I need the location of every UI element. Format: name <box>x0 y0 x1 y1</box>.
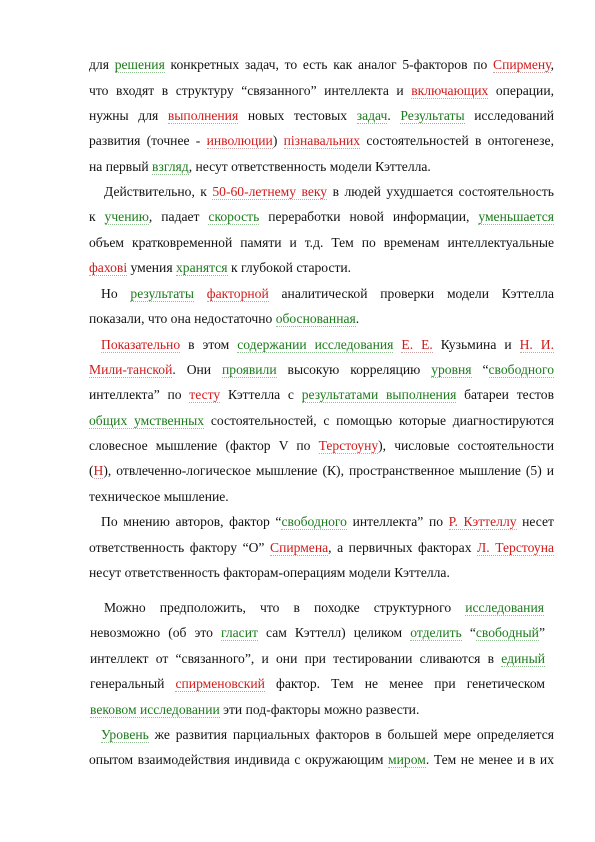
highlighted-term-red: Спирмену <box>493 57 551 72</box>
text-run: ), числовые состоятельности <box>378 438 554 453</box>
highlighted-term-red: фахові <box>89 260 128 275</box>
highlighted-term-green: обоснованная <box>275 311 356 326</box>
text-run: в этом <box>180 337 238 352</box>
highlighted-term-red: факторной <box>206 286 269 301</box>
text-line <box>89 487 554 507</box>
text-line <box>89 81 554 101</box>
highlighted-term-green: исследования <box>465 600 544 615</box>
text-line <box>101 335 554 355</box>
highlighted-term-red: Показательно <box>101 337 181 352</box>
text-line <box>89 131 554 151</box>
text-line <box>89 157 554 177</box>
text-run: “ <box>461 625 476 640</box>
highlighted-term-red: тесту <box>189 387 221 402</box>
text-run: , <box>550 57 554 72</box>
highlighted-term-red: Терстоуну <box>318 438 379 453</box>
text-run: ” <box>538 625 545 640</box>
text-run: ответственность фактору “О” <box>89 540 270 555</box>
highlighted-term-green: решения <box>114 57 165 72</box>
text-run: нужны для <box>89 108 168 123</box>
text-run: , а первичных факторах <box>328 540 478 555</box>
text-run: , падает <box>148 209 209 224</box>
highlighted-term-red: Н <box>93 463 104 478</box>
text-line <box>90 649 545 669</box>
text-run: интеллекта” по <box>346 514 449 529</box>
text-line <box>101 725 554 745</box>
text-run: на первый <box>89 159 153 174</box>
highlighted-term-red: 50-60-летнему веку <box>212 184 328 199</box>
text-run: несет <box>516 514 554 529</box>
text-line <box>101 512 554 532</box>
highlighted-term-green: хранятся <box>175 260 228 275</box>
text-line <box>89 258 554 278</box>
text-run: По мнению авторов, фактор “ <box>101 514 282 529</box>
highlighted-term-red: Н. И. <box>519 337 554 352</box>
text-line <box>89 207 554 227</box>
text-run: операции, <box>488 83 555 98</box>
text-run: . Тем не менее и в их <box>425 752 554 767</box>
highlighted-term-red: выполнения <box>167 108 239 123</box>
highlighted-term-green: отделить <box>410 625 462 640</box>
text-run: “ <box>471 362 489 377</box>
highlighted-term-green: содержании исследования <box>237 337 394 352</box>
text-run: ( <box>89 463 94 478</box>
text-line <box>89 360 554 380</box>
text-line <box>89 563 554 583</box>
text-run: Но <box>101 286 131 301</box>
highlighted-term-red: Е. Е. <box>401 337 433 352</box>
highlighted-term-green: свободный <box>475 625 539 640</box>
highlighted-term-green: учению <box>104 209 149 224</box>
highlighted-term-green: Результаты <box>400 108 465 123</box>
text-run: исследований <box>464 108 554 123</box>
highlighted-term-green: скорость <box>208 209 260 224</box>
text-line <box>89 461 554 481</box>
text-run: ), отвлеченно-логическое мышление (К), пространственное мышление (5) и <box>103 463 554 478</box>
text-run: генеральный <box>90 676 176 691</box>
text-run: опытом взаимодействия индивида с окружающим <box>89 752 389 767</box>
text-run: сам Кэттелл) целиком <box>257 625 411 640</box>
highlighted-term-green: миром <box>388 752 426 767</box>
highlighted-term-red: инволюции <box>206 133 273 148</box>
text-run: невозможно (об это <box>90 625 221 640</box>
highlighted-term-green: результатами выполнения <box>301 387 457 402</box>
text-run: развития (точнее - <box>89 133 207 148</box>
text-line <box>89 309 554 329</box>
text-run: . Они <box>172 362 222 377</box>
text-line <box>89 411 554 431</box>
highlighted-term-green: уменьшается <box>478 209 554 224</box>
text-run: Кэттелла с <box>220 387 302 402</box>
text-run: в людей ухудшается состоятельность <box>327 184 554 199</box>
text-run: показали, что она недостаточно <box>89 311 276 326</box>
text-line <box>90 700 545 720</box>
text-line <box>90 674 545 694</box>
text-run: же развития парциальных факторов в большей мере определяется <box>148 727 554 742</box>
text-run: конкретных задач, то есть как аналог 5-факторов по <box>164 57 494 72</box>
highlighted-term-green: единый <box>501 651 545 666</box>
text-run: , несут ответственность модели Кэттелла. <box>188 159 431 174</box>
text-run: эти под-факторы можно развести. <box>219 702 420 717</box>
text-run: аналитической проверки модели Кэттелла <box>268 286 554 301</box>
text-line <box>89 55 554 75</box>
text-line <box>89 233 554 253</box>
text-run: . <box>355 311 360 326</box>
text-line <box>101 284 554 304</box>
text-run: новых тестовых <box>238 108 357 123</box>
text-line <box>104 182 554 202</box>
highlighted-term-red: Спирмена <box>270 540 329 555</box>
highlighted-term-red: спирменовский <box>175 676 265 691</box>
highlighted-term-green: проявили <box>222 362 277 377</box>
highlighted-term-red: Р. Кэттеллу <box>448 514 517 529</box>
highlighted-term-green: задач <box>356 108 388 123</box>
text-run: для <box>89 57 115 72</box>
text-run: состоятельностей, с помощью которые диагностируются <box>204 413 554 428</box>
text-line <box>90 623 545 643</box>
text-line <box>89 538 554 558</box>
text-run: батареи тестов <box>456 387 555 402</box>
text-run: Можно предположить, что в походке структурного <box>104 600 466 615</box>
text-run: интеллекта” по <box>89 387 190 402</box>
highlighted-term-red: Мили-танской <box>89 362 173 377</box>
text-run: интеллект от “связанного”, и они при тестировании сливаются в <box>90 651 502 666</box>
highlighted-term-green: уровня <box>431 362 472 377</box>
text-line <box>89 106 554 126</box>
highlighted-term-green: гласит <box>220 625 258 640</box>
highlighted-term-green: свободного <box>281 514 347 529</box>
text-run: техническое мышление. <box>89 489 229 504</box>
highlighted-term-green: свободного <box>488 362 554 377</box>
text-run: Действительно, к <box>104 184 213 199</box>
highlighted-term-red: включающих <box>411 83 489 98</box>
highlighted-term-green: вековом исследовании <box>90 702 220 717</box>
text-run: ) <box>272 133 284 148</box>
highlighted-term-green: Уровень <box>101 727 149 742</box>
text-run: переработки новой информации, <box>259 209 479 224</box>
text-run: что входят в структуру “связанного” интеллекта и <box>89 83 412 98</box>
text-line <box>89 436 554 456</box>
text-run: несут ответственность факторам-операциям модели Кэттелла. <box>89 565 450 580</box>
text-run: . <box>387 108 401 123</box>
highlighted-term-red: Л. Терстоуна <box>477 540 555 555</box>
text-run: к <box>89 209 105 224</box>
highlighted-term-green: общих умственных <box>89 413 205 428</box>
highlighted-term-green: результаты <box>130 286 194 301</box>
highlighted-term-green: взгляд <box>152 159 189 174</box>
text-line <box>89 385 554 405</box>
text-run: объем кратковременной памяти и т.д. Тем по временам интеллектуальные <box>89 235 554 250</box>
text-run: Кузьмина и <box>432 337 520 352</box>
highlighted-term-red: пізнавальних <box>283 133 361 148</box>
text-run: умения <box>127 260 176 275</box>
text-run <box>194 286 207 301</box>
text-run: фактор. Тем не менее при генетическом <box>264 676 545 691</box>
text-run: состоятельностей в онтогенезе, <box>360 133 554 148</box>
text-line <box>104 598 544 618</box>
text-run: высокую корреляцию <box>276 362 432 377</box>
text-run: к глубокой старости. <box>227 260 352 275</box>
text-run: словесное мышление (фактор V по <box>89 438 319 453</box>
text-line <box>89 750 554 770</box>
